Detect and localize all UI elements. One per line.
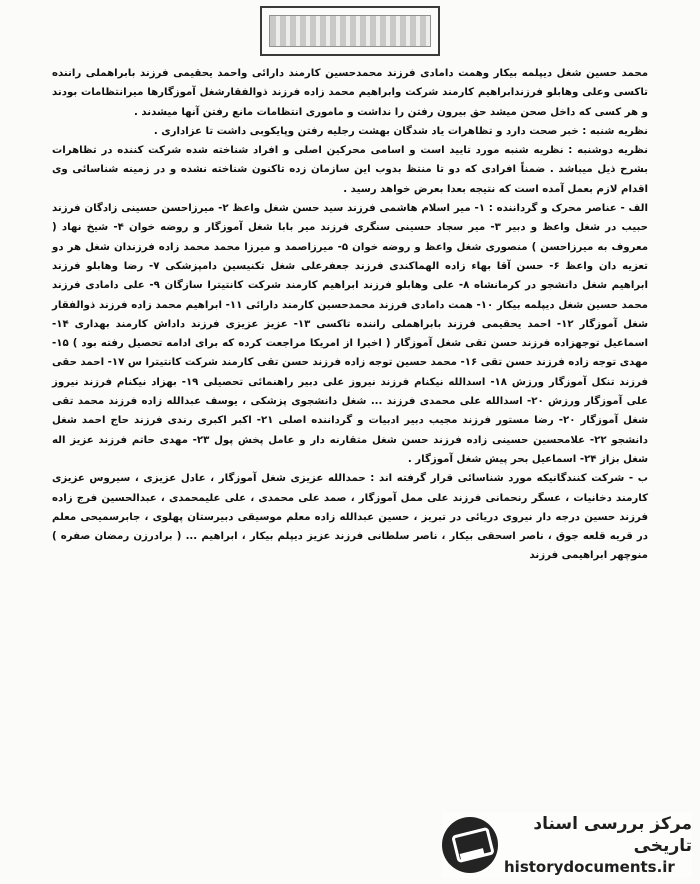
- source-watermark: [442, 812, 692, 878]
- archive-stamp: [260, 6, 440, 56]
- watermark-name: مرکز بررسی اسناد تاریخی: [533, 814, 692, 856]
- paragraph-monday-report: نظریه دوشنبه : نظریه شنبه مورد تایید است و اسامی محرکین اصلی و افراد شناخته شده شرکت کننده در تظاهرات بشرح ذیل میباشد . ضمناً افرادی که دو تا منتظ بدوب این سازمان زده تاکنون شناخته نشده و در زمینه شناسائی وی اقدام لازم بعمل آمده است که نتیجه بعدا بعرض خواهد رسید .: [52, 145, 648, 195]
- document-body: [52, 64, 648, 566]
- paragraph-participants-list: ب - شرکت کنندگانیکه مورد شناسائی قرار گرفته اند : حمدالله عزیزی شغل آموزگار ، عادل عزیزی ، سیروس عزیزی کارمند دخانیات ، عسگر رنحمانی فرزند علی ممل آموزگار ، صمد علی محمدی ، علی علیمحمدی ، عبدالحسین فرج زاده فرزند حسین درجه دار نیروی دریائی در تبریز ، حسین عبدالله زاده معلم موسیقی دبیرستان پهلوی ، جابرسمیحی معلم در قریه قلعه جوق ، ناصر اسحقی بیکار ، ناصر سلطانی فرزند عزیز دیپلم بیکار ، ابراهیم ... ( برادرزن رمضان صفره ) منوچهر ابراهیمی فرزند: [52, 473, 648, 562]
- paragraph-saturday-report: نظریه شنبه : خبر صحت دارد و تظاهرات یاد شدگان بهشت رجلیه رفتن وپایکوبی داشت تا عزاداری .: [153, 125, 648, 137]
- archive-logo-icon: [442, 817, 498, 873]
- stamp-mark: [269, 15, 431, 47]
- paragraph-intro: محمد حسین شغل دیپلمه بیکار وهمت دامادی فرزند محمدحسین کارمند دارائی واحمد یحقیمی فرزند بابراهملی راننده تاکسی وعلی وهابلو فرزندابراهیم کارمند شرکت وابراهیم محمد زاده فرزند ذوالفقارشغل آموزگارها میرانتظامات بودند و هر کسی که داخل صحن میشد حق بیرون رفتن را نداشت و ماموری انتظامات مانع رفتن آنها میشدند .: [52, 68, 648, 118]
- paragraph-instigators-list: الف - عناصر محرک و گرداننده : ۱- میر اسلام هاشمی فرزند سید حسن شغل واعظ ۲- میرزاحسن حسینی زادگان فرزند حبیب در شغل واعظ و دبیر ۳- میر سجاد حسینی سنگری فرزند میر بابا شغل آموزگار و روضه خوان ۴- شیخ نهاد ( معروف به میرزاحسن ) منصوری شغل واعظ و روضه خوان ۵- میرزاصمد و میرزا محمد محمد زاده فرزندان شغل هر دو تعزیه دان واعظ ۶- حسن آقا بهاء زاده الهماکندی فرزند جعفرعلی شغل تکنیسین دامپزشکی ۷- رضا وهابلو فرزند ابراهیم شغل دانشجو در کرمانشاه ۸- علی وهابلو فرزند ابراهیم کارمند شرکت کانتیترا سازگان ۹- علی دامادی فرزند محمد حسین شغل دیپلمه بیکار ۱۰- همت دامادی فرزند محمدحسین کارمند دارائی ۱۱- ابراهیم محمد زاده فرزند ذوالفقار شغل آموزگار ۱۲- احمد یحقیمی فرزند بابراهملی راننده تاکسی ۱۳- عزیز عزیزی فرزند داداش کارمند بهداری ۱۴- اسماعیل توجهزاده فرزند حسن تقی شغل آموزگار ( اخیرا از امریکا مراجعت کرده که برای ادامه تحصیل رفته بود ) ۱۵- مهدی توجه زاده فرزند حسن تقی ۱۶- محمد حسین توجه زاده فرزند حسن تقی کارمند شرکت کانتیترا س ۱۷- احمد حقی فرزند تنکل آموزگار ورزش ۱۸- اسدالله نیکنام فرزند نیروز علی دبیر راهنمائی تحصیلی ۱۹- بهزاد نیکنام فرزند نیروز علی آموزگار ورزش ۲۰- اسدالله علی محمدی فرزند ... شغل دانشجوی پزشکی ، یوسف عبدالله زاده فرزند محمد تقی شغل آموزگار ۲۰- رضا مستور فرزند مجیب دبیر ادبیات و گرداننده اصلی ۲۱- اکبر اکبری رندی فرزند حاج احمد شغل دانشجو ۲۲- علامحسین حسینی زاده فرزند حسن شغل متقارنه دار و عامل پخش پول ۲۳- مهدی حاتم فرزند عزیز اله شغل بزاز ۲۴- اسماعیل بحر پیش شغل آموزگار .: [52, 203, 649, 465]
- watermark-url: historydocuments.ir: [504, 858, 675, 876]
- watermark-text: [504, 813, 692, 877]
